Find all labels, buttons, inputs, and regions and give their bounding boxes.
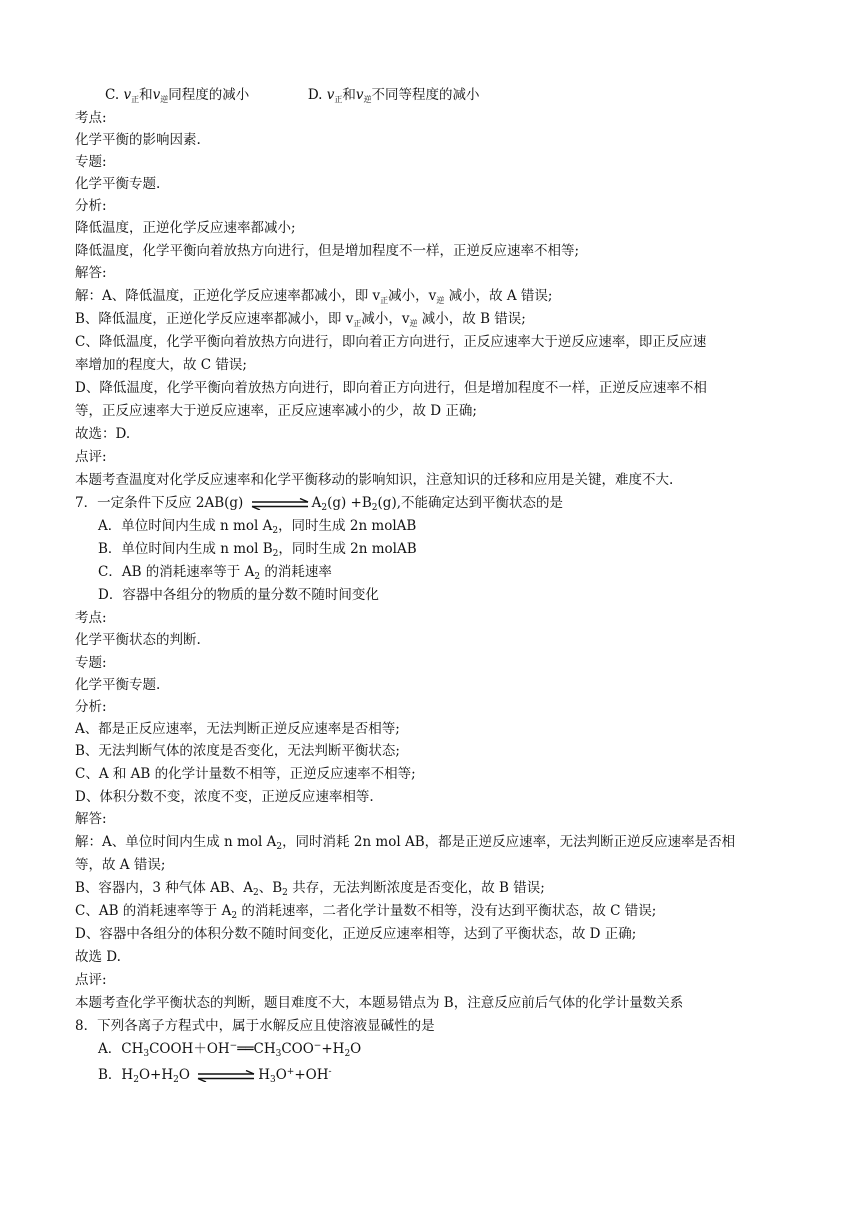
q6-dianping: 本题考查温度对化学反应速率和化学平衡移动的影响知识，注意知识的迁移和应用是关键，难度不大.	[75, 472, 674, 488]
equilibrium-arrow-icon	[250, 498, 310, 510]
q7-option-b: B．单位时间内生成 n mol $B_2$，同时生成 2n molAB	[98, 541, 417, 559]
q6-answer-d-1: D、降低温度，化学平衡向着放热方向进行，即向着正方向进行，但是增加程度不一样，正逆反应速率不相	[75, 380, 707, 396]
q7-fenxi-4: D、体积分数不变，浓度不变，正逆反应速率相等.	[75, 789, 374, 805]
q7-fenxi-2: B、无法判断气体的浓度是否变化，无法判断平衡状态;	[75, 743, 400, 759]
q7-jieda-label: 解答:	[75, 811, 107, 827]
q7-answer-a-2: 等，故 A 错误;	[75, 857, 166, 873]
q6-dianping-label: 点评:	[75, 449, 107, 465]
q6-answer-a: 解：A、降低温度，正逆化学反应速率都减小，即 $v_正$减小，$v_逆$ 减小，故 A 错误;	[75, 288, 553, 305]
q6-fenxi-2: 降低温度，化学平衡向着放热方向进行，但是增加程度不一样，正逆反应速率不相等;	[75, 243, 580, 259]
q7-answer-a-1: 解：A、单位时间内生成 n mol $A_2$，同时消耗 2n mol AB，都是正逆反应速率，无法判断正逆反应速率是否相	[75, 834, 736, 852]
q7-zhuanti-label: 专题:	[75, 655, 107, 671]
q7-guxuan: 故选 D.	[75, 949, 121, 965]
q7-fenxi-label: 分析:	[75, 699, 107, 715]
q7-zhuanti: 化学平衡专题.	[75, 677, 161, 693]
q7-fenxi-3: C、A 和 AB 的化学计量数不相等，正逆反应速率不相等;	[75, 766, 416, 782]
q7-answer-c: C、AB 的消耗速率等于 $A_2$ 的消耗速率，二者化学计量数不相等，没有达到平衡状态，故 C 错误;	[75, 903, 657, 921]
q6-kaodian-label: 考点:	[75, 110, 107, 126]
q6-guxuan: 故选：D.	[75, 426, 131, 442]
q6-zhuanti: 化学平衡专题.	[75, 176, 161, 192]
q7-kaodian-label: 考点:	[75, 610, 107, 626]
q6-option-d-label: D.	[307, 87, 327, 103]
q7-dianping-label: 点评:	[75, 972, 107, 988]
q6-fenxi-label: 分析:	[75, 198, 107, 214]
q8-option-a: A．$CH_3COOH+OH^-══CH_3COO^-+H_2O$	[98, 1041, 362, 1059]
q7-answer-d: D、容器中各组分的体积分数不随时间变化，正逆反应速率相等，达到了平衡状态，故 D 正确;	[75, 926, 637, 942]
q6-answer-c-1: C、降低温度，化学平衡向着放热方向进行，即向着正方向进行，正反应速率大于逆反应速率，即正反应速	[75, 334, 707, 350]
q7-kaodian: 化学平衡状态的判断.	[75, 632, 201, 648]
q7-stem: 7．一定条件下反应 2AB(g) $A_2(g) +B_2(g)$,不能确定达到平衡状态的是	[75, 495, 563, 513]
q7-dianping: 本题考查化学平衡状态的判断，题目难度不大，本题易错点为 B，注意反应前后气体的化学计量数关系	[75, 995, 684, 1011]
q7-option-c: C．AB 的消耗速率等于 $A_2$ 的消耗速率	[98, 564, 332, 582]
q6-fenxi-1: 降低温度，正逆化学反应速率都减小;	[75, 220, 296, 236]
q6-options-cd: C. $v_正$和$v_逆$同程度的减小 D. $v_正$和$v_逆$不同等程度的减小	[105, 87, 480, 104]
equilibrium-arrow-icon	[196, 1070, 256, 1082]
q6-option-c-label: C.	[105, 87, 124, 103]
q6-answer-d-2: 等，正反应速率大于逆反应速率，正反应速率减小的少，故 D 正确;	[75, 403, 477, 419]
q6-answer-b: B、降低温度，正逆化学反应速率都减小，即 $v_正$减小，$v_逆$ 减小，故 B 错误;	[75, 311, 526, 328]
q7-fenxi-1: A、都是正反应速率，无法判断正逆反应速率是否相等;	[75, 721, 400, 737]
q8-option-b: B．$H_2O+H_2O$ $H_3O^++OH^-$	[98, 1067, 332, 1085]
q6-zhuanti-label: 专题:	[75, 154, 107, 170]
q6-jieda-label: 解答:	[75, 265, 107, 281]
q7-option-d: D．容器中各组分的物质的量分数不随时间变化	[98, 587, 379, 603]
q8-stem: 8．下列各离子方程式中，属于水解反应且使溶液显碱性的是	[75, 1018, 435, 1034]
q6-answer-c-2: 率增加的程度大，故 C 错误;	[75, 357, 247, 373]
q7-option-a: A．单位时间内生成 n mol $A_2$，同时生成 2n molAB	[98, 518, 417, 536]
q6-kaodian: 化学平衡的影响因素.	[75, 132, 201, 148]
q7-answer-b: B、容器内，3 种气体 AB、$A_2$、$B_2$ 共存，无法判断浓度是否变化，故 B 错误;	[75, 880, 545, 898]
